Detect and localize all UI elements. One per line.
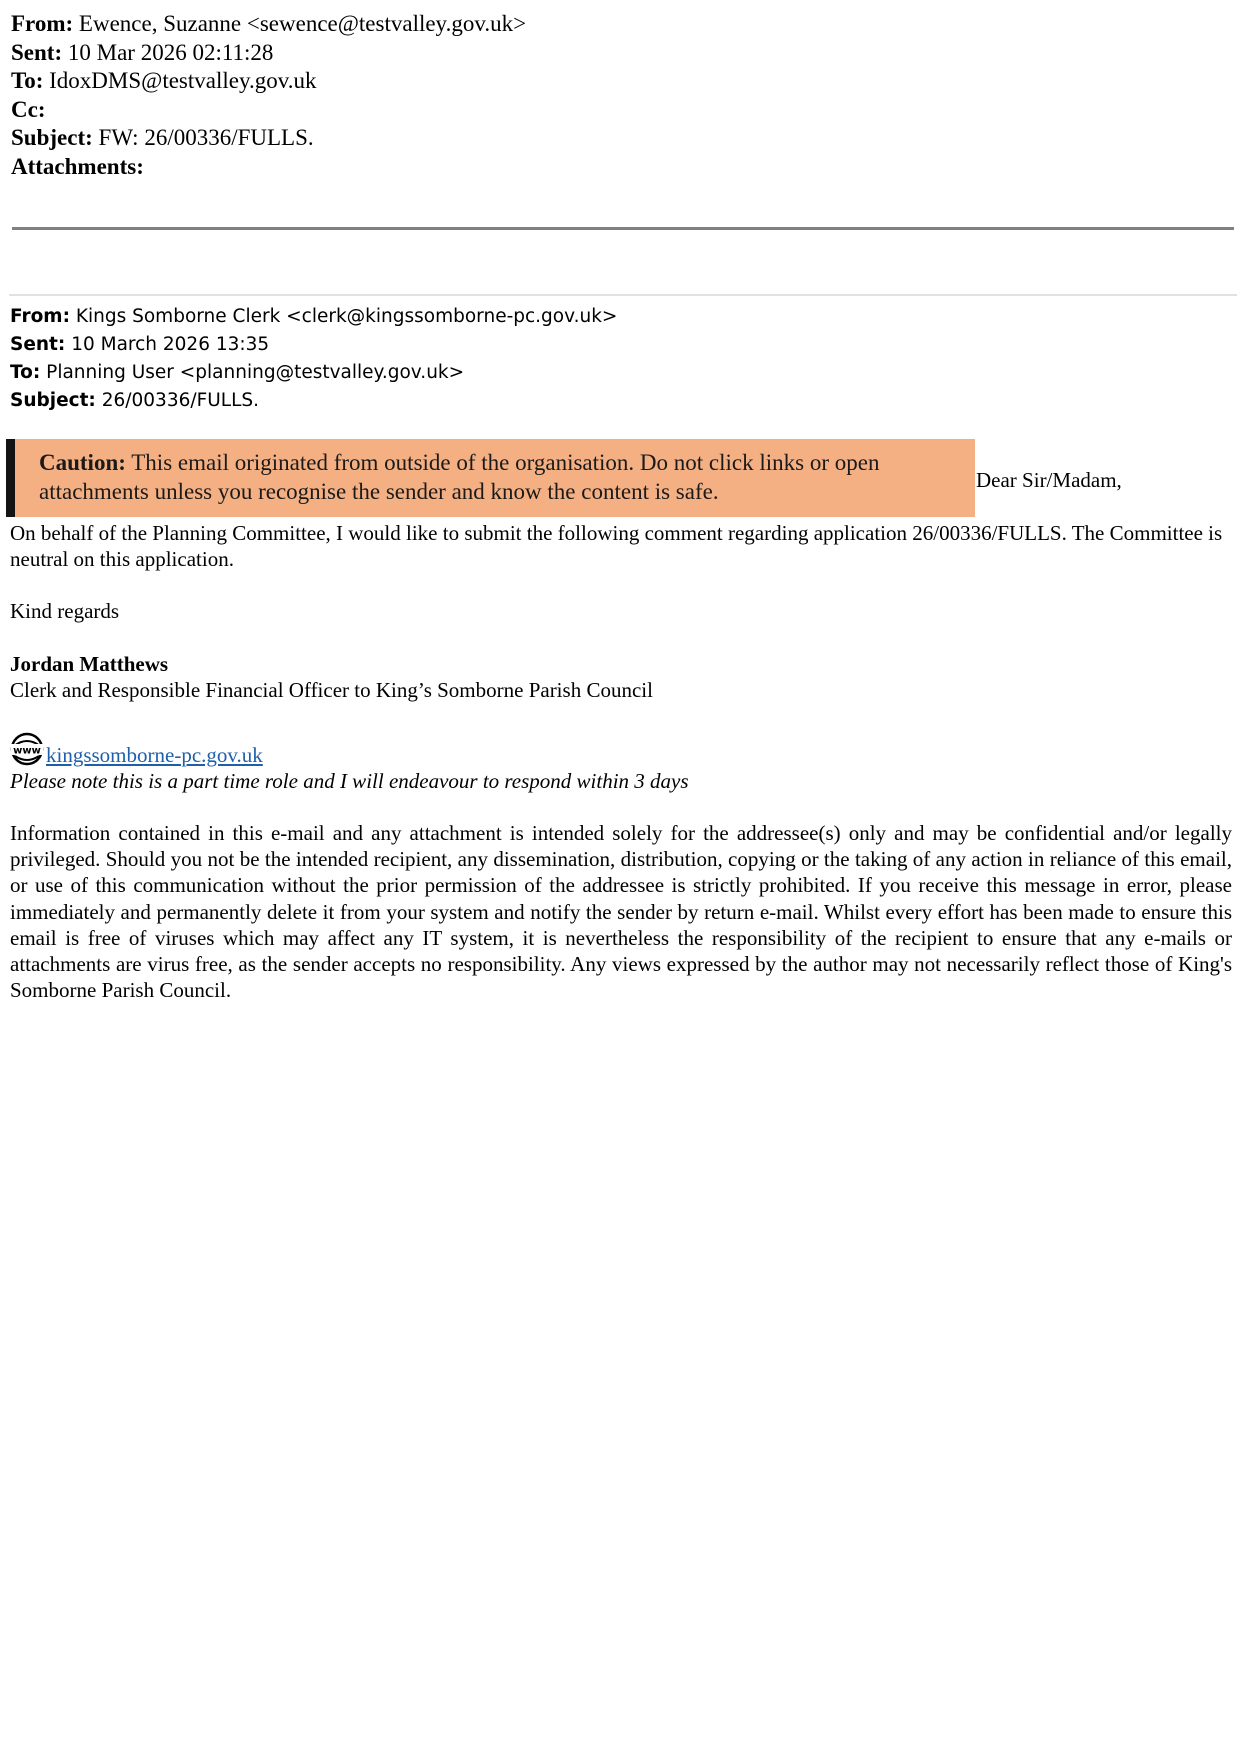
greeting: Dear Sir/Madam, <box>976 468 1122 492</box>
forward-divider <box>9 294 1237 296</box>
signature-role: Clerk and Responsible Financial Officer to King’s Somborne Parish Council <box>10 678 653 702</box>
signature-name: Jordan Matthews <box>10 652 169 676</box>
outer-cc-row <box>11 96 1221 125</box>
outer-from-value: Ewence, Suzanne <sewence@testvalley.gov.uk> <box>78 11 527 36</box>
outer-from-label: From: <box>11 11 74 36</box>
inner-to-label: To: <box>10 362 41 383</box>
inner-sent-value: 10 March 2026 13:35 <box>71 334 270 355</box>
outer-sent-label: Sent: <box>11 39 63 65</box>
forwarded-email-header <box>10 303 1220 415</box>
caution-message <box>39 448 979 506</box>
outer-attachments-label: Attachments: <box>11 153 144 179</box>
outer-from-row <box>11 10 1221 39</box>
caution-text: This email originated from outside of the organisation. Do not click links or open attachments unless you recognise the sender and know the content is safe. <box>39 450 880 504</box>
inner-subject-label: Subject: <box>10 390 96 411</box>
website-link[interactable]: kingssomborne-pc.gov.uk <box>46 743 263 767</box>
outer-cc-label: Cc: <box>11 96 46 122</box>
www-globe-icon <box>10 732 44 766</box>
outer-subject-row <box>11 124 1221 153</box>
inner-from-label: From: <box>10 306 70 327</box>
part-time-note: Please note this is a part time role and I will endeavour to respond within 3 days <box>10 769 689 793</box>
inner-to-row <box>10 359 1220 387</box>
header-divider <box>12 227 1234 230</box>
outer-to-label: To: <box>11 68 44 93</box>
regards-line: Kind regards <box>10 599 120 623</box>
inner-from-row <box>10 303 1220 331</box>
caution-label: Caution: <box>39 450 126 475</box>
outer-attachments-row <box>11 153 1221 182</box>
outer-sent-row <box>11 39 1221 68</box>
svg-text:www: www <box>13 745 41 757</box>
inner-to-value: Planning User <planning@testvalley.gov.uk> <box>46 362 465 383</box>
outer-to-row <box>11 67 1221 96</box>
disclaimer-paragraph: Information contained in this e-mail and any attachment is intended solely for the addressee(s) only and may be confidential and/or legally privileged. Should you not be the intended recipient, any dissemination, distribution, copying or the taking of any action in reliance of this email, or use of this communication without the prior permission of the addressee is strictly prohibited. If you receive this message in error, please immediately and permanently delete it from your system and notify the sender by return e-mail. Whilst every effort has been made to ensure this email is free of viruses which may affect any IT system, it is nevertheless the responsibility of the recipient to ensure that any e-mails or attachments are virus free, as the sender accepts no responsibility. Any views expressed by the author may not necessarily reflect those of King's Somborne Parish Council. <box>10 821 1232 1003</box>
outer-sent-value: 10 Mar 2026 02:11:28 <box>67 39 274 65</box>
inner-subject-row <box>10 387 1220 415</box>
outer-subject-label: Subject: <box>11 125 93 150</box>
outer-to-value: IdoxDMS@testvalley.gov.uk <box>49 68 317 93</box>
caution-banner <box>6 439 975 517</box>
outer-email-header <box>11 10 1221 181</box>
comment-paragraph: On behalf of the Planning Committee, I would like to submit the following comment regarding application 26/00336/FULLS. The Committee is neutral on this application. <box>10 521 1223 571</box>
outer-subject-value: FW: 26/00336/FULLS. <box>98 125 314 150</box>
inner-subject-value: 26/00336/FULLS. <box>101 390 260 411</box>
inner-from-value: Kings Somborne Clerk <clerk@kingssomborne-pc.gov.uk> <box>75 306 618 327</box>
inner-sent-label: Sent: <box>10 334 66 355</box>
inner-sent-row <box>10 331 1220 359</box>
website-row <box>10 728 263 768</box>
